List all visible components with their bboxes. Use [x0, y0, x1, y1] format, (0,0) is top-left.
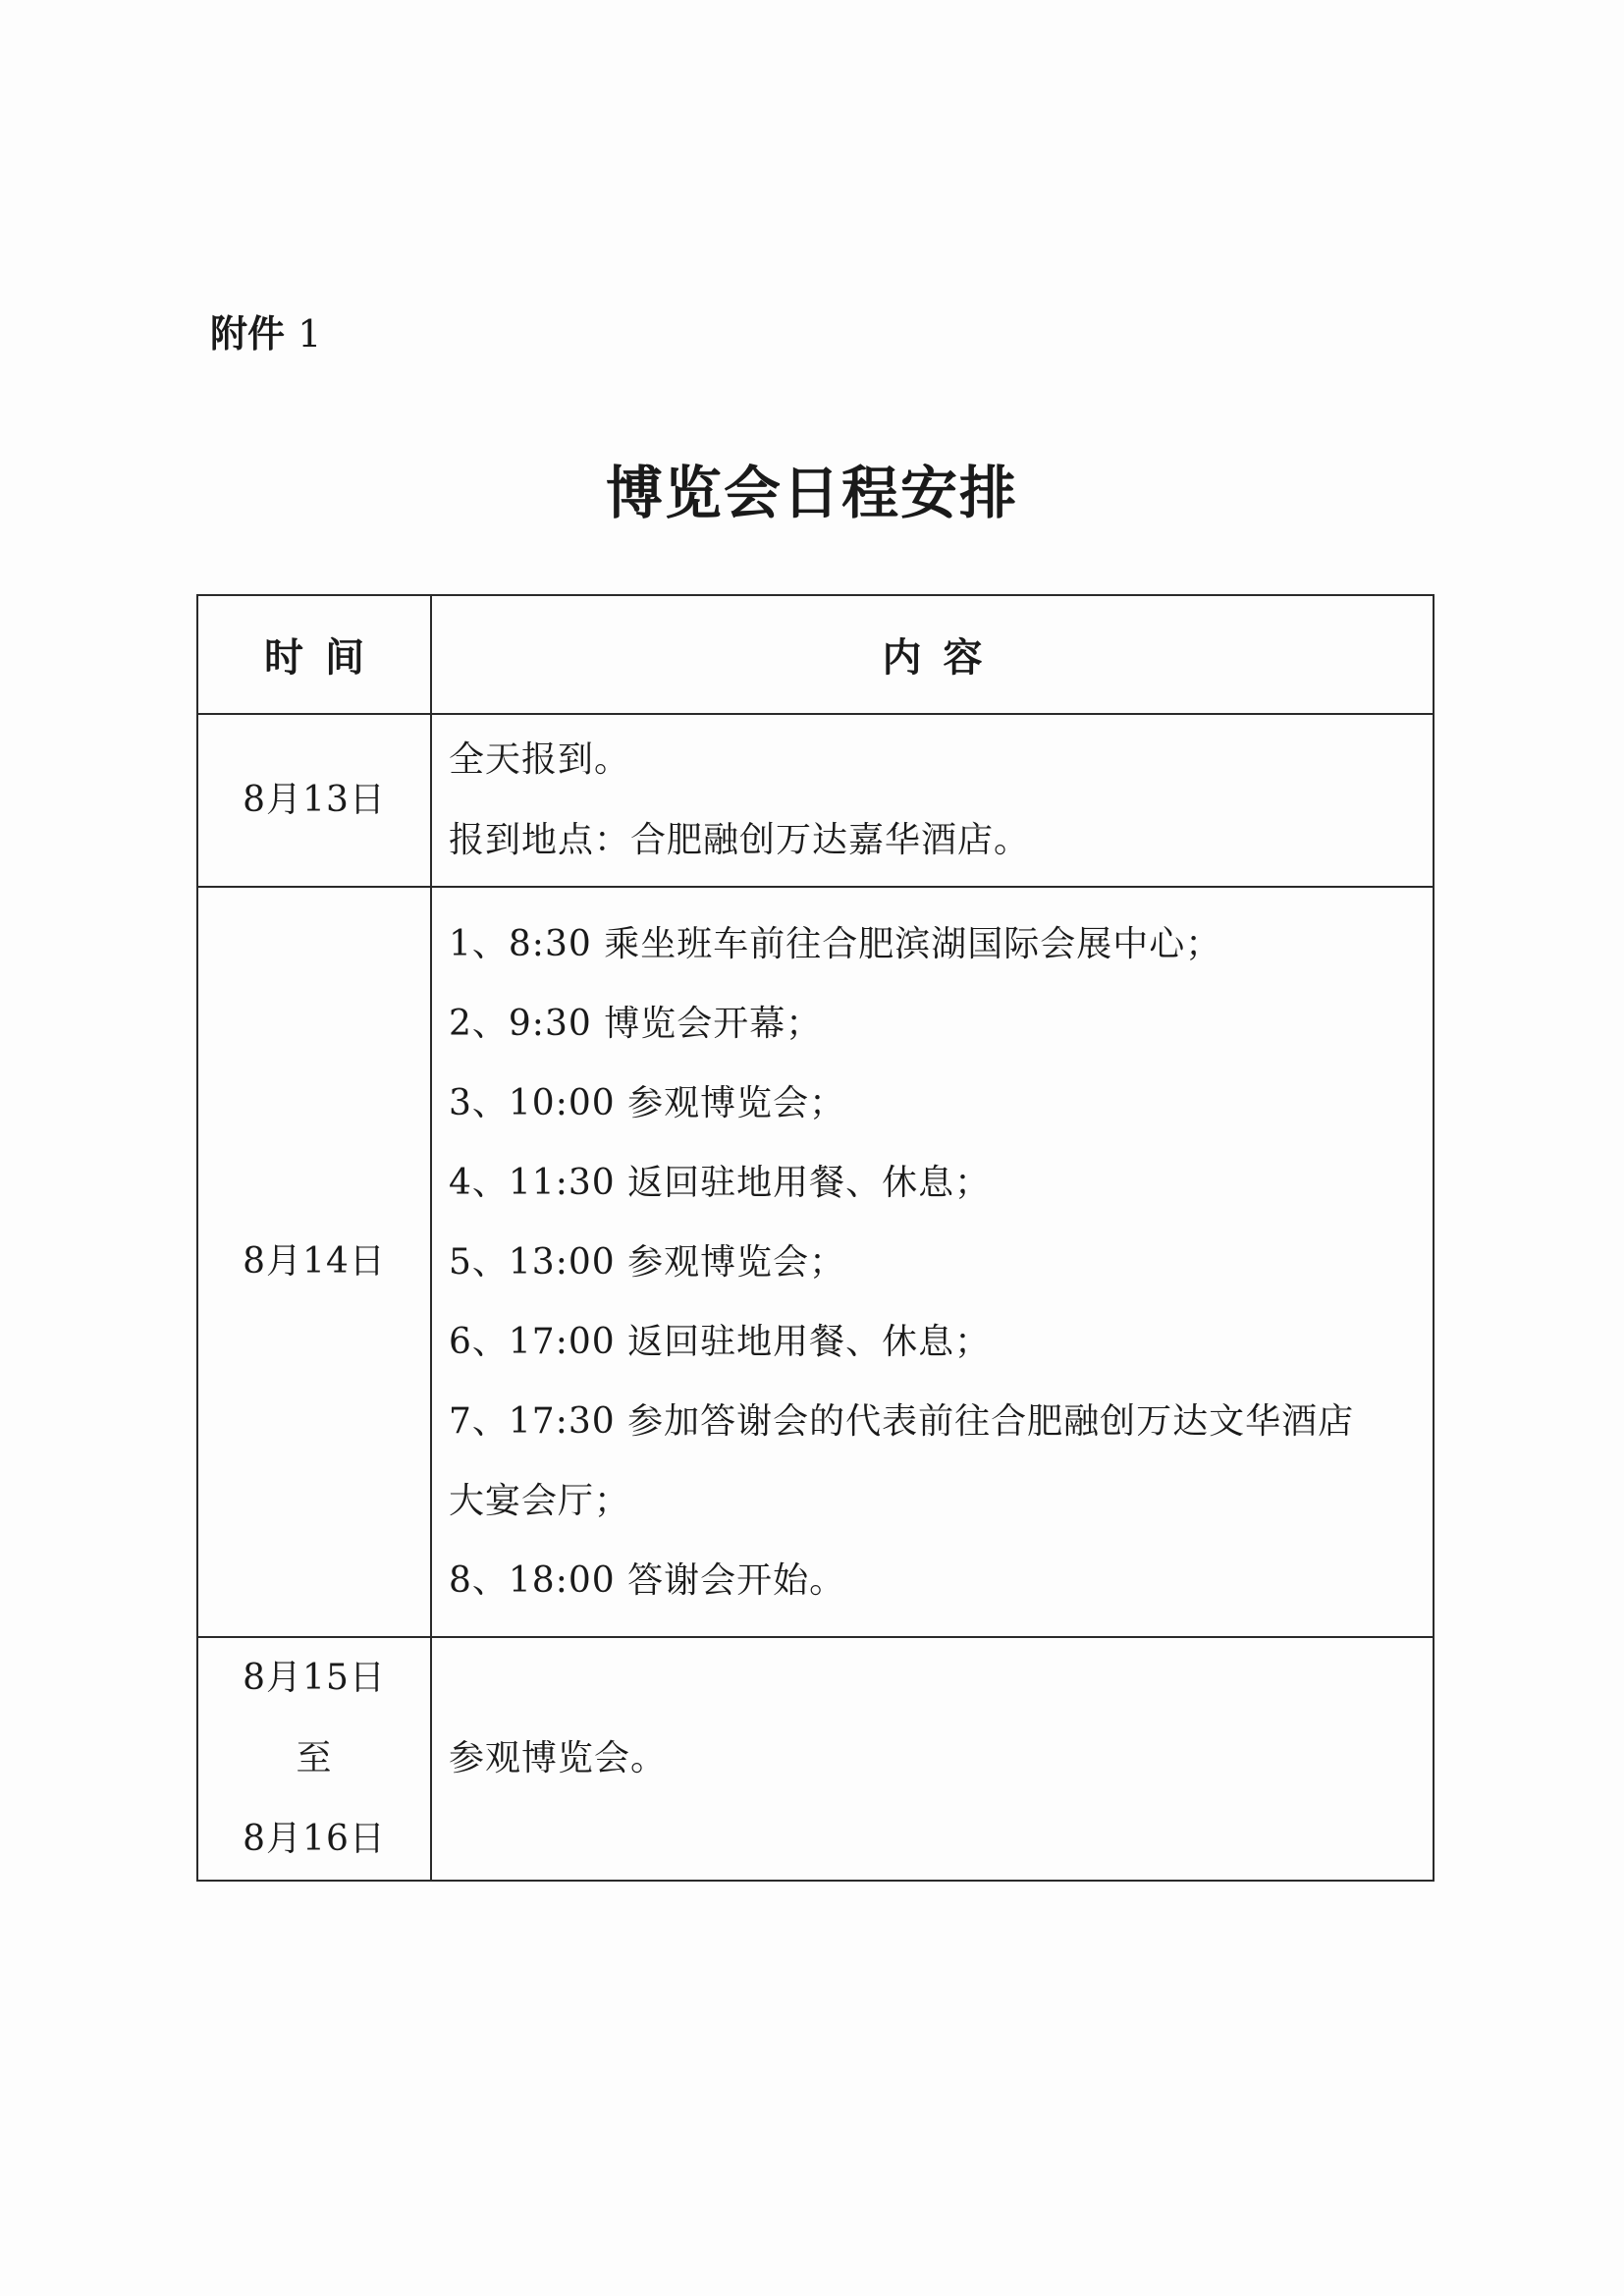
content-line: 6、17:00 返回驻地用餐、休息；	[449, 1321, 992, 1362]
time-cell	[197, 1637, 431, 1881]
page-title: 博览会日程安排	[605, 460, 1018, 526]
attachment-label	[210, 306, 321, 361]
content-line: 2、9:30 博览会开幕；	[449, 1003, 823, 1044]
content-line: 报到地点：合肥融创万达嘉华酒店。	[449, 820, 1031, 860]
content-cell	[431, 714, 1434, 887]
content-line: 全天报到。	[449, 739, 631, 780]
table-header-row	[197, 595, 1434, 714]
content-line: 4、11:30 返回驻地用餐、休息；	[449, 1162, 992, 1203]
content-line: 7、17:30 参加答谢会的代表前往合肥融创万达文华酒店	[449, 1400, 1355, 1442]
content-line: 1、8:30 乘坐班车前往合肥滨湖国际会展中心；	[449, 923, 1222, 964]
attachment-label-text: 附件	[210, 312, 286, 355]
time-line: 8月13日	[243, 780, 386, 820]
header-time: 时间	[197, 595, 431, 714]
content-cell	[431, 1637, 1434, 1881]
content-line: 8、18:00 答谢会开始。	[449, 1559, 846, 1601]
table-row	[197, 714, 1434, 887]
time-cell	[197, 887, 431, 1637]
content-line: 5、13:00 参观博览会；	[449, 1241, 846, 1283]
time-line: 8月15日	[243, 1658, 386, 1698]
table-row	[197, 887, 1434, 1637]
header-content: 内容	[431, 595, 1434, 714]
time-line: 8月16日	[243, 1819, 386, 1859]
content-line: 大宴会厅；	[449, 1480, 631, 1521]
content-cell	[431, 887, 1434, 1637]
attachment-number: 1	[298, 312, 322, 355]
schedule-table	[196, 594, 1435, 1882]
time-line: 8月14日	[243, 1241, 386, 1282]
table-row	[197, 1637, 1434, 1881]
time-line: 至	[296, 1738, 333, 1778]
content-line: 3、10:00 参观博览会；	[449, 1082, 846, 1123]
time-cell	[197, 714, 431, 887]
content-line: 参观博览会。	[449, 1738, 668, 1778]
